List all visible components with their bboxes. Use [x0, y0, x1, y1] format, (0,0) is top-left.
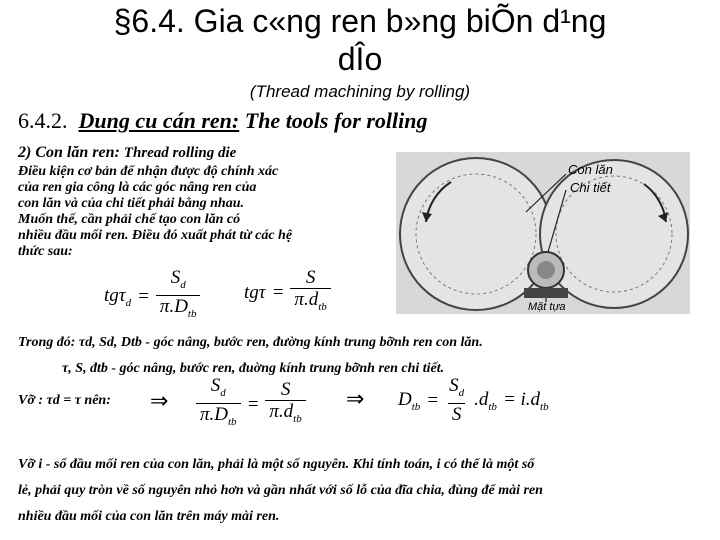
section-heading-vn: Dung cu cán ren: [78, 108, 240, 133]
formula-equality [196, 376, 306, 433]
equals-sign: = [137, 285, 150, 307]
f2-den: π.d [294, 289, 319, 310]
equals-sign: = [426, 390, 440, 411]
roller-right [540, 160, 688, 308]
f2-num: S [305, 267, 316, 288]
f3-rnum: S [280, 378, 291, 400]
implies-arrow-2: ⇒ [346, 386, 365, 411]
para-line: nhiều đầu mối ren. Điều đó xuất phát từ các hệ [18, 228, 293, 243]
f2-lhs: tgτ [244, 282, 266, 303]
f1-lhs-sub: d [125, 296, 132, 309]
f1-den-sub: tb [187, 308, 197, 320]
page-title: §6.4. Gia c«ng ren b»ng biÕn d¹ng [113, 3, 607, 39]
f4-den: S [448, 403, 466, 426]
roller-left [400, 158, 552, 310]
final-line: Vỡ i - số đầu mối ren của con lăn, phải là một số nguyên. Khi tính toán, i có thể là một số [18, 457, 535, 472]
label-part: Chi tiết [570, 180, 611, 195]
f4-fraction [445, 376, 468, 426]
where-line-2: τ, S, đtb - góc nâng, bước ren, đuờng kính trung bỡnh ren chi tiết. [62, 361, 445, 376]
formula-diameter [398, 376, 549, 426]
f4-lhs-sub: tb [411, 401, 421, 413]
final-paragraph [18, 452, 543, 530]
section-number: 6.4.2. [18, 108, 68, 133]
f4-mid-sub: tb [488, 401, 497, 413]
label-roller: Con lăn [568, 162, 613, 177]
f2-fraction [290, 268, 330, 318]
rest-block [524, 288, 568, 298]
f3-num-sub: d [220, 387, 226, 399]
page-subtitle: (Thread machining by rolling) [249, 82, 471, 101]
f1-den: π.D [159, 296, 188, 317]
f1-lhs: tgτ [104, 284, 126, 306]
intro-paragraph [18, 164, 390, 260]
f4-rhs-sub: tb [540, 401, 549, 413]
para-line: thức sau: [18, 244, 73, 259]
f3-num: S [210, 375, 221, 396]
equals-sign: = [246, 393, 260, 415]
f3-den-sub: tb [228, 416, 237, 428]
para-line: Điều kiện cơ bản để nhận được độ chính xác [18, 164, 279, 179]
item-label [18, 144, 236, 162]
f2-den-sub: tb [318, 301, 327, 313]
section-heading-en: The tools for rolling [244, 108, 428, 133]
f3-rden-sub: tb [293, 412, 302, 425]
f4-mid: .d [474, 389, 489, 410]
f3-left-fraction [196, 376, 241, 433]
since-text: Vỡ : τd = τ nên: [18, 393, 111, 408]
formula-part [244, 268, 331, 318]
f3-rden: π.d [269, 400, 294, 422]
f4-lhs: D [398, 389, 412, 410]
para-line: con lăn và của chi tiết phải bằng nhau. [18, 196, 244, 211]
f4-num-sub: d [458, 387, 465, 399]
f4-rhs: = i.d [502, 389, 541, 410]
final-line: nhiều đầu mối của con lăn trên máy mài ren. [18, 509, 280, 524]
rolling-diagram [396, 152, 690, 314]
where-line-1: Trong đó: τd, Sd, Dtb - góc nâng, bước ren, đường kính trung bỡnh ren con lăn. [18, 335, 483, 350]
f4-num: S [449, 375, 459, 396]
para-line: Muốn thế, cần phải chế tạo con lăn có [18, 212, 241, 227]
equals-sign: = [271, 282, 285, 303]
page-title-line2: dÎo [337, 41, 383, 77]
item-label-vn: 2) Con lăn ren: [18, 144, 120, 161]
f1-num: S [170, 267, 181, 288]
formula-roller [104, 268, 200, 325]
para-line: của ren gia công là các góc nâng ren của [18, 180, 257, 195]
label-block: Mặt tựa [528, 301, 566, 313]
f1-num-sub: d [180, 279, 186, 291]
f3-right-fraction [265, 380, 305, 430]
workpiece-core [537, 261, 555, 279]
f3-den: π.D [200, 404, 228, 425]
item-label-en: Thread rolling die [123, 145, 237, 161]
f1-fraction [156, 268, 201, 325]
final-line: lẻ, phải quy tròn về số nguyên nhỏ hơn và gần nhất với số lỗ của đĩa chia, đùng để mài ren [18, 483, 543, 498]
section-heading [18, 108, 428, 134]
implies-arrow-1: ⇒ [150, 388, 169, 413]
